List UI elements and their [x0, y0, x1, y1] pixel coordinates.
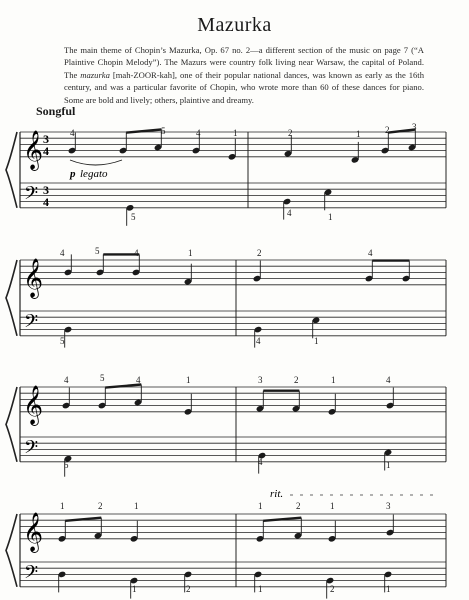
fingering: 3: [386, 501, 391, 511]
fingering: 4: [60, 248, 65, 258]
fingering: 1: [188, 248, 193, 258]
bass-clef-icon: 𝄢: [24, 562, 39, 588]
dynamic-piano: p: [70, 168, 76, 180]
fingering: 2: [288, 128, 293, 138]
fingering: 3: [412, 122, 417, 132]
fingering: 4: [134, 248, 139, 258]
brace: [6, 260, 17, 336]
piece-title: Mazurka: [197, 14, 272, 36]
staves: [6, 130, 446, 588]
fingering: 1: [258, 584, 263, 594]
tempo-marking: Songful: [36, 104, 76, 118]
treble-clef-icon: 𝄞: [23, 511, 44, 552]
fingering: 2: [330, 584, 335, 594]
intro-text-end: [mah-ZOOR-kah], one of their popular national dances, was known as early as the 16th century, and was a particular favorite of Chopin, who wrote more than 60 of these dances for piano. Some are bold and lively; others, plaintive and dreamy.: [64, 69, 424, 105]
fingering: 2: [186, 584, 191, 594]
fingering: 4: [196, 128, 201, 138]
fingering: 1: [386, 460, 391, 470]
slur: [70, 160, 122, 165]
fingering: 4: [287, 208, 292, 218]
fingering: 4: [386, 375, 391, 385]
fingering: 1: [132, 584, 137, 594]
ritardando-mark: rit.: [270, 488, 284, 500]
dynamic-legato: legato: [80, 168, 108, 180]
fingering: 1: [233, 128, 238, 138]
bass-clef-icon: 𝄢: [24, 311, 39, 337]
fingering: 2: [98, 501, 103, 511]
time-signature-bottom-treble: 4: [43, 144, 49, 158]
fingering: 2: [294, 375, 299, 385]
intro-text-start: The main theme of Chopin’s Mazurka, Op. 67 no. 2—a different section of the music on page 7 (“A Plaintive Chopin Melody”). The Mazurs were country folk living near Warsaw, the capital of Poland. The: [64, 45, 424, 80]
fingering: 5: [95, 246, 100, 256]
fingering: 4: [70, 128, 75, 138]
treble-clef-icon: 𝄞: [23, 257, 44, 298]
fingering: 2: [296, 501, 301, 511]
fingering: 4: [136, 375, 141, 385]
bass-clef-icon: 𝄢: [24, 183, 39, 209]
fingering-group-s1: [70, 122, 417, 222]
fingering: 1: [186, 375, 191, 385]
time-signature-bottom-bass: 4: [43, 195, 49, 209]
fingering-group-s2: [60, 246, 373, 346]
fingering: 1: [386, 584, 391, 594]
notes: [58, 130, 417, 599]
fingering: 1: [314, 336, 319, 346]
fingering: 5: [100, 373, 105, 383]
fingering: 1: [356, 129, 361, 139]
intro-term: mazurka: [80, 69, 110, 80]
fingering: 1: [258, 501, 263, 511]
fingering: 1: [60, 501, 65, 511]
fingering: 1: [331, 375, 336, 385]
fingering: 5: [60, 336, 65, 346]
fingering: 4: [256, 336, 261, 346]
fingering: 5: [64, 460, 69, 470]
fingering: 4: [258, 457, 263, 467]
fingering: 3: [258, 375, 263, 385]
fingering: 1: [328, 212, 333, 222]
time-signature-top-bass: 3: [43, 183, 49, 197]
fingering: 4: [64, 375, 69, 385]
fingering: 4: [368, 248, 373, 258]
fingering: 1: [134, 501, 139, 511]
fingering: 2: [257, 248, 262, 258]
treble-clef-icon: 𝄞: [23, 129, 44, 170]
brace: [6, 514, 17, 587]
brace: [6, 387, 17, 462]
bass-clef-icon: 𝄢: [24, 437, 39, 463]
time-signature-top-treble: 3: [43, 132, 49, 146]
fingering-group-s4: [60, 501, 391, 594]
fingering: 1: [330, 501, 335, 511]
treble-clef-icon: 𝄞: [23, 384, 44, 425]
fingering: 5: [131, 212, 136, 222]
brace: [6, 132, 17, 208]
fingering: 2: [385, 125, 390, 135]
fingering: 5: [161, 126, 166, 136]
